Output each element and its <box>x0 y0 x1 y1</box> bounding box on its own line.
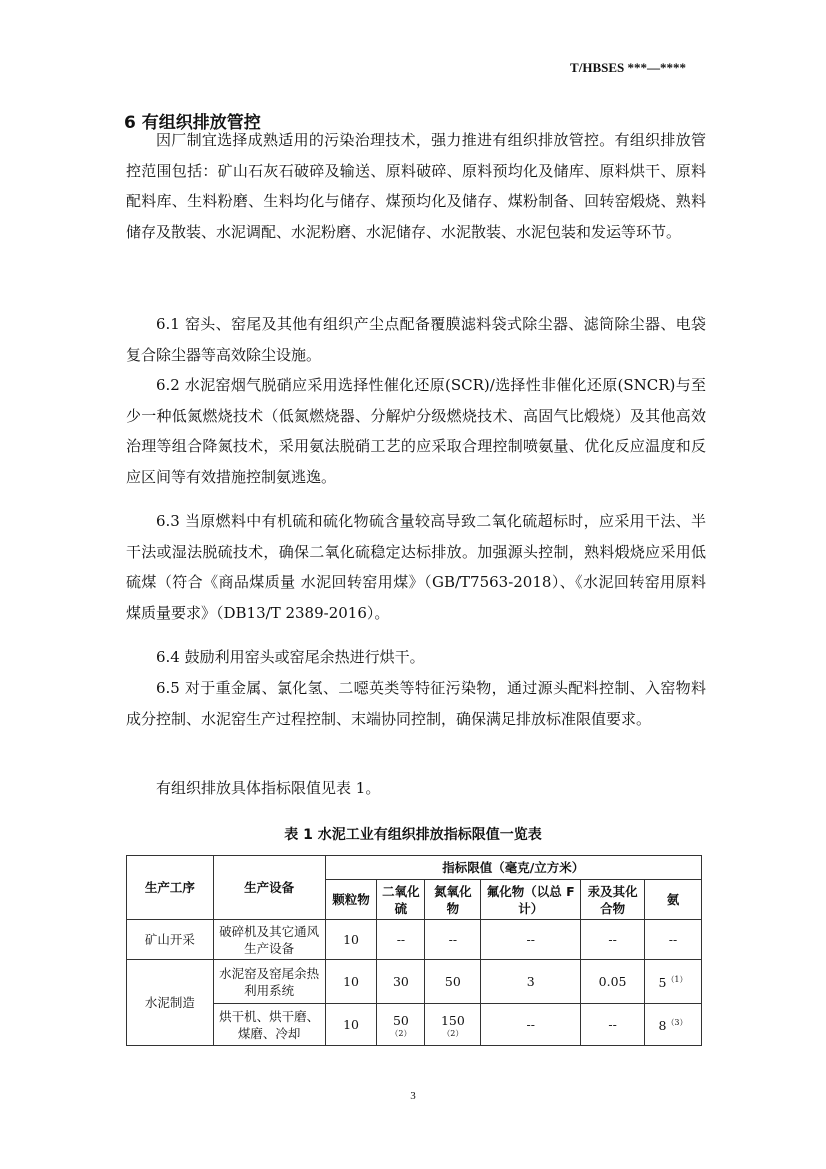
paragraph-table-ref: 有组织排放具体指标限值见表 1。 <box>156 779 381 797</box>
header-particulate: 颗粒物 <box>325 880 377 920</box>
header-equipment: 生产设备 <box>213 856 325 920</box>
cell-particulate: 10 <box>325 960 377 1004</box>
cell-so2 <box>377 1004 425 1046</box>
paragraph-6-5: 6.5 对于重金属、氯化氢、二噁英类等特征污染物，通过源头配料控制、入窑物料成分控制、水泥窑生产过程控制、末端协同控制，确保满足排放标准限值要求。 <box>126 679 706 728</box>
header-ammonia: 氨 <box>645 880 702 920</box>
cell-particulate: 10 <box>325 920 377 960</box>
cell-equipment: 水泥窑及窑尾余热利用系统 <box>213 960 325 1004</box>
cell-ammonia: -- <box>645 920 702 960</box>
cell-fluoride: 3 <box>481 960 581 1004</box>
header-fluoride: 氟化物（以总 F 计） <box>481 880 581 920</box>
document-code: T/HBSES ***—**** <box>570 60 686 75</box>
cell-fluoride: -- <box>481 1004 581 1046</box>
footnote-marker: （2） <box>390 1028 412 1038</box>
paragraph-intro: 因厂制宜选择成熟适用的污染治理技术，强力推进有组织排放管控。有组织排放管控范围包括：矿山石灰石破碎及输送、原料破碎、原料预均化及储库、原料烘干、原料配料库、生料粉磨、生料均化与储存、煤预均化及储存、煤粉制备、回转窑煅烧、熟料储存及散装、水泥调配、水泥粉磨、水泥储存、水泥散装、水泥包装和发运等环节。 <box>126 131 706 241</box>
cell-nox: -- <box>425 920 481 960</box>
cell-so2: -- <box>377 920 425 960</box>
cell-mercury: -- <box>581 1004 645 1046</box>
cell-mercury: -- <box>581 920 645 960</box>
so2-value: 50 <box>392 1012 409 1028</box>
cell-particulate: 10 <box>325 1004 377 1046</box>
table-row <box>127 920 702 960</box>
cell-process: 矿山开采 <box>127 920 214 960</box>
cell-nox: 50 <box>425 960 481 1004</box>
nox-value: 150 <box>440 1012 465 1028</box>
footnote-marker: （1） <box>666 975 688 985</box>
header-process: 生产工序 <box>127 856 214 920</box>
ammonia-value: 5 <box>658 975 667 991</box>
table-row <box>127 960 702 1004</box>
cell-mercury: 0.05 <box>581 960 645 1004</box>
paragraph-6-4: 6.4 鼓励利用窑头或窑尾余热进行烘干。 <box>156 648 425 666</box>
section-title: 6 有组织排放管控 <box>124 113 261 133</box>
cell-process: 水泥制造 <box>127 960 214 1046</box>
ammonia-value: 8 <box>658 1018 667 1034</box>
cell-ammonia <box>645 1004 702 1046</box>
cell-nox <box>425 1004 481 1046</box>
cell-equipment: 破碎机及其它通风生产设备 <box>213 920 325 960</box>
paragraph-6-2: 6.2 水泥窑烟气脱硝应采用选择性催化还原(SCR)/选择性非催化还原(SNCR)与至少一种低氮燃烧技术（低氮燃烧器、分解炉分级燃烧技术、高固气比煅烧）及其他高效治理等组合降氮技术，采用氨法脱硝工艺的应采取合理控制喷氨量、优化反应温度和反应区间等有效措施控制氨逃逸。 <box>126 376 706 486</box>
header-limits: 指标限值（毫克/立方米） <box>325 856 701 880</box>
cell-fluoride: -- <box>481 920 581 960</box>
table-title: 表 1 水泥工业有组织排放指标限值一览表 <box>284 827 542 843</box>
emission-limits-table <box>126 855 702 1046</box>
footnote-marker: （2） <box>442 1028 464 1038</box>
footnote-marker: （3） <box>666 1018 688 1028</box>
page-number: 3 <box>410 1090 416 1102</box>
header-mercury: 汞及其化合物 <box>581 880 645 920</box>
header-so2: 二氧化硫 <box>377 880 425 920</box>
paragraph-6-1: 6.1 窑头、窑尾及其他有组织产尘点配备覆膜滤料袋式除尘器、滤筒除尘器、电袋复合除尘器等高效除尘设施。 <box>126 315 706 364</box>
cell-so2: 30 <box>377 960 425 1004</box>
paragraph-6-3: 6.3 当原燃料中有机硫和硫化物硫含量较高导致二氧化硫超标时，应采用干法、半干法或湿法脱硫技术，确保二氧化硫稳定达标排放。加强源头控制，熟料煅烧应采用低硫煤（符合《商品煤质量 水泥回转窑用煤》（GB/T7563-2018）、《水泥回转窑用原料煤质量要求》（DB13/T 2389-2016）。 <box>126 512 706 622</box>
header-nox: 氮氧化物 <box>425 880 481 920</box>
table-row <box>127 1004 702 1046</box>
cell-equipment: 烘干机、烘干磨、煤磨、冷却 <box>213 1004 325 1046</box>
cell-ammonia <box>645 960 702 1004</box>
